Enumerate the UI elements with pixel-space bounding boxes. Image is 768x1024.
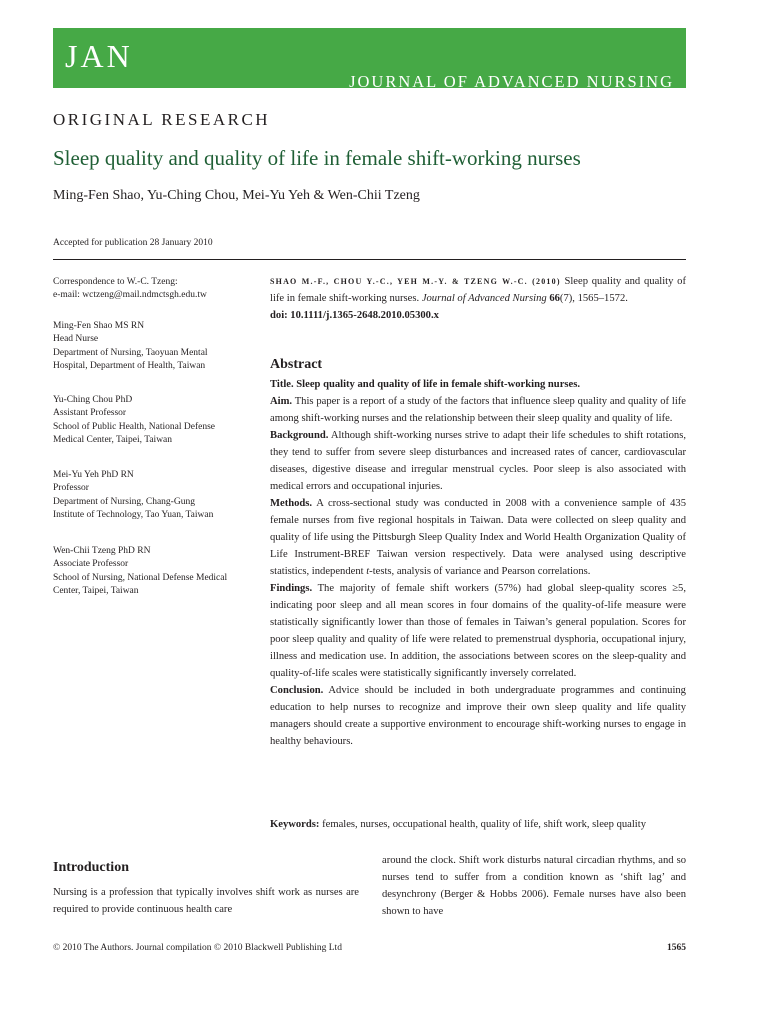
methods-label: Methods. <box>270 498 313 509</box>
abstract-conclusion <box>270 682 686 750</box>
affiliation-role: Associate Professor <box>53 559 129 570</box>
affiliation-dept: School of Public Health, National Defense <box>53 421 215 432</box>
aim-text: This paper is a report of a study of the factors that influence sleep quality and quality of life among shift-working nurses and the relationship between their sleep quality and quality of life. <box>270 396 686 424</box>
citation-title: Sleep quality and quality of life in female shift-working nurses. <box>270 276 686 304</box>
affiliation-dept: Department of Nursing, Chang-Gung <box>53 496 195 507</box>
abstract-body <box>270 376 686 750</box>
introduction-left-column: Nursing is a profession that typically involves shift work as nurses are required to provide continuous health care <box>53 887 359 915</box>
findings-label: Findings. <box>270 583 313 594</box>
affiliation-inst: Institute of Technology, Tao Yuan, Taiwan <box>53 510 214 521</box>
keywords-block <box>270 816 686 833</box>
aim-label: Aim. <box>270 396 293 407</box>
keywords-text: females, nurses, occupational health, quality of life, shift work, sleep quality <box>322 819 646 830</box>
conclusion-label: Conclusion. <box>270 685 324 696</box>
abstract-heading: Abstract <box>270 357 323 372</box>
affiliation-block <box>53 320 253 374</box>
affiliation-inst: Center, Taipei, Taiwan <box>53 586 139 597</box>
affiliation-name: Mei-Yu Yeh PhD RN <box>53 470 134 480</box>
abstract-background <box>270 427 686 495</box>
affiliation-inst: Hospital, Department of Health, Taiwan <box>53 361 206 372</box>
affiliation-name: Ming-Fen Shao MS RN <box>53 321 145 331</box>
section-label: ORIGINAL RESEARCH <box>53 110 271 129</box>
accepted-date: Accepted for publication 28 January 2010 <box>53 238 213 248</box>
conclusion-text: Advice should be included in both undergraduate programmes and continuing education to help nurses to recognize and improve their own sleep quality and life quality managers should create a supportive environment to encourage shift-working nurses to engage in healthy behaviours. <box>270 685 686 747</box>
correspondence-block <box>53 276 253 303</box>
copyright: © 2010 The Authors. Journal compilation © 2010 Blackwell Publishing Ltd <box>53 943 342 953</box>
affiliation-name: Wen-Chii Tzeng PhD RN <box>53 546 151 556</box>
abstract-methods <box>270 495 686 580</box>
correspondence-line: Correspondence to W.-C. Tzeng: <box>53 277 178 287</box>
affiliation-block <box>53 545 253 599</box>
affiliation-role: Assistant Professor <box>53 408 127 419</box>
background-text: Although shift-working nurses strive to adapt their life schedules to shift rotations, they tend to suffer from severe sleep disturbances and increased rates of cancer, cardiovascular diseases, digestive disease and irregular menstrual cycles. Poor sleep is also associated with medical errors and occupational injuries. <box>270 430 686 492</box>
introduction-heading: Introduction <box>53 860 129 875</box>
methods-text-2: -tests, analysis of variance and Pearson correlations. <box>369 566 591 577</box>
abstract-aim <box>270 393 686 427</box>
citation-authors: SHAO M.-F., CHOU Y.-C., YEH M.-Y. & TZENG W.-C. (2010) <box>270 277 561 286</box>
keywords-label: Keywords: <box>270 819 320 830</box>
affiliation-role: Head Nurse <box>53 334 99 345</box>
journal-abbrev: JAN <box>65 38 133 74</box>
journal-name: JOURNAL OF ADVANCED NURSING <box>349 72 674 91</box>
methods-t: t <box>366 566 370 577</box>
article-title: Sleep quality and quality of life in female shift-working nurses <box>53 146 581 170</box>
affiliation-block <box>53 394 253 448</box>
abstract-title-line: Title. Sleep quality and quality of life in female shift-working nurses. <box>270 379 580 390</box>
citation-journal: Journal of Advanced Nursing <box>421 293 547 304</box>
citation-block <box>270 273 686 324</box>
methods-text: A cross-sectional study was conducted in 2008 with a convenience sample of 435 female nurses from five regional hospitals in Taiwan. Data were collected on sleep quality and quality of life using the Pittsburgh Sleep Quality Index and World Health Organization Quality of Life Instrument-BREF Taiwan version respectively. Data were analysed using descriptive statistics, independent <box>270 498 686 577</box>
citation-volume: 66 <box>549 293 560 304</box>
citation-pages: (7), 1565–1572. <box>559 293 628 304</box>
affiliation-role: Professor <box>53 483 89 494</box>
header-rule <box>53 259 686 260</box>
affiliation-dept: Department of Nursing, Taoyuan Mental <box>53 347 208 358</box>
introduction-right-column: around the clock. Shift work disturbs natural circadian rhythms, and so nurses tend to suffer from a condition known as ‘shift lag’ and desynchrony (Berger & Hobbs 2006). Female nurses have also been shown to have <box>382 855 686 917</box>
journal-header-band <box>53 28 686 91</box>
affiliation-block <box>53 469 253 523</box>
correspondence-email: e-mail: wctzeng@mail.ndmctsgh.edu.tw <box>53 290 207 301</box>
page-number: 1565 <box>667 943 686 953</box>
affiliation-dept: School of Nursing, National Defense Medical <box>53 572 228 583</box>
affiliation-name: Yu-Ching Chou PhD <box>53 395 133 405</box>
article-authors: Ming-Fen Shao, Yu-Ching Chou, Mei-Yu Yeh & Wen-Chii Tzeng <box>53 188 420 203</box>
abstract-findings <box>270 580 686 682</box>
affiliation-inst: Medical Center, Taipei, Taiwan <box>53 435 173 446</box>
citation-doi: doi: 10.1111/j.1365-2648.2010.05300.x <box>270 310 439 321</box>
findings-text: The majority of female shift workers (57%) had global sleep-quality scores ≥5, indicating poor sleep and all mean scores in four domains of the quality-of-life measure were statistically significantly lower than those of females in Taiwan’s general population. Scores for poor sleep quality and quality of life were related to premenstrual dysphoria, occupational injury, illness and medication use. In addition, the associations between scores on the sleep-quality and quality-of-life scales were statistically significantly inversely correlated. <box>270 583 686 679</box>
background-label: Background. <box>270 430 329 441</box>
